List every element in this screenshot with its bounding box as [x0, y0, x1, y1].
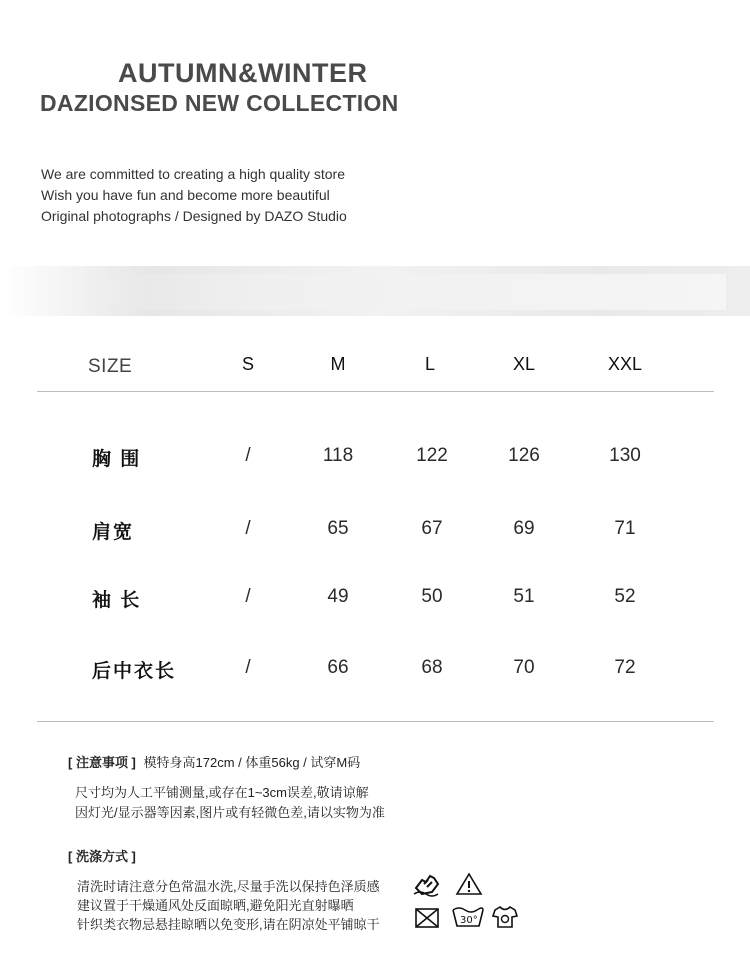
table-header-rule [37, 391, 714, 392]
divider-band-highlight [90, 274, 726, 310]
table-cell: 52 [614, 586, 636, 607]
table-cell: / [245, 586, 251, 607]
table-cell: 122 [416, 445, 448, 466]
no-tumble-dry-icon [414, 906, 440, 930]
table-cell: 70 [513, 657, 535, 678]
table-cell: 130 [609, 445, 641, 466]
row-label-chest: 胸 围 [92, 449, 142, 470]
table-cell: / [245, 518, 251, 539]
size-col-s: S [241, 354, 254, 374]
row-label-shoulder: 肩宽 [92, 522, 135, 543]
size-col-m: M [330, 354, 346, 374]
row-label-sleeve: 袖 长 [92, 590, 142, 611]
table-cell: 49 [327, 586, 349, 607]
table-cell: 50 [421, 586, 443, 607]
model-info: 模特身高172cm / 体重56kg / 试穿M码 [143, 755, 361, 770]
tagline-line: Wish you have fun and become more beautiful [41, 187, 330, 203]
table-cell: 51 [513, 586, 535, 607]
hand-wash-icon [412, 870, 442, 898]
row-label-back-length: 后中衣长 [92, 661, 177, 682]
wash-line: 针织类衣物忌悬挂晾晒以免变形,请在阴凉处平铺晾干 [77, 917, 380, 932]
table-cell: 67 [421, 518, 443, 539]
table-cell: 69 [513, 518, 535, 539]
tagline-line: We are committed to creating a high quality store [41, 166, 346, 182]
table-cell: 65 [327, 518, 349, 539]
size-col-xxl: XXL [607, 354, 643, 374]
size-col-l: L [424, 354, 435, 374]
tagline-line: Original photographs / Designed by DAZO Studio [41, 208, 347, 224]
wash-temp-label: 30° [460, 915, 478, 926]
table-cell: / [245, 657, 251, 678]
warning-icon [455, 872, 483, 896]
table-cell: 66 [327, 657, 349, 678]
notes-header [68, 752, 360, 771]
table-bottom-rule [37, 721, 714, 722]
collection-subtitle: DAZIONSED NEW COLLECTION [40, 90, 399, 116]
table-cell: / [245, 445, 251, 466]
table-cell: 126 [508, 445, 540, 466]
collection-title: AUTUMN&WINTER [118, 58, 368, 88]
table-cell: 118 [322, 445, 354, 466]
table-cell: 71 [614, 518, 636, 539]
wash-line: 建议置于干燥通风处反面晾晒,避免阳光直射曝晒 [77, 898, 354, 913]
table-cell: 68 [421, 657, 443, 678]
table-cell: 72 [614, 657, 636, 678]
size-header-label: SIZE [88, 356, 133, 377]
note-line: 因灯光/显示器等因素,图片或有轻微色差,请以实物为准 [75, 805, 385, 820]
wash-30-icon [451, 904, 485, 930]
washing-heading: [ 洗涤方式 ] [68, 849, 136, 864]
wash-line: 清洗时请注意分色常温水洗,尽量手洗以保持色泽质感 [77, 879, 380, 894]
note-line: 尺寸均为人工平铺测量,或存在1~3cm误差,敬请谅解 [75, 785, 369, 800]
shirt-icon [491, 904, 519, 930]
size-col-xl: XL [512, 354, 536, 374]
notes-heading: [ 注意事项 ] [68, 755, 136, 770]
